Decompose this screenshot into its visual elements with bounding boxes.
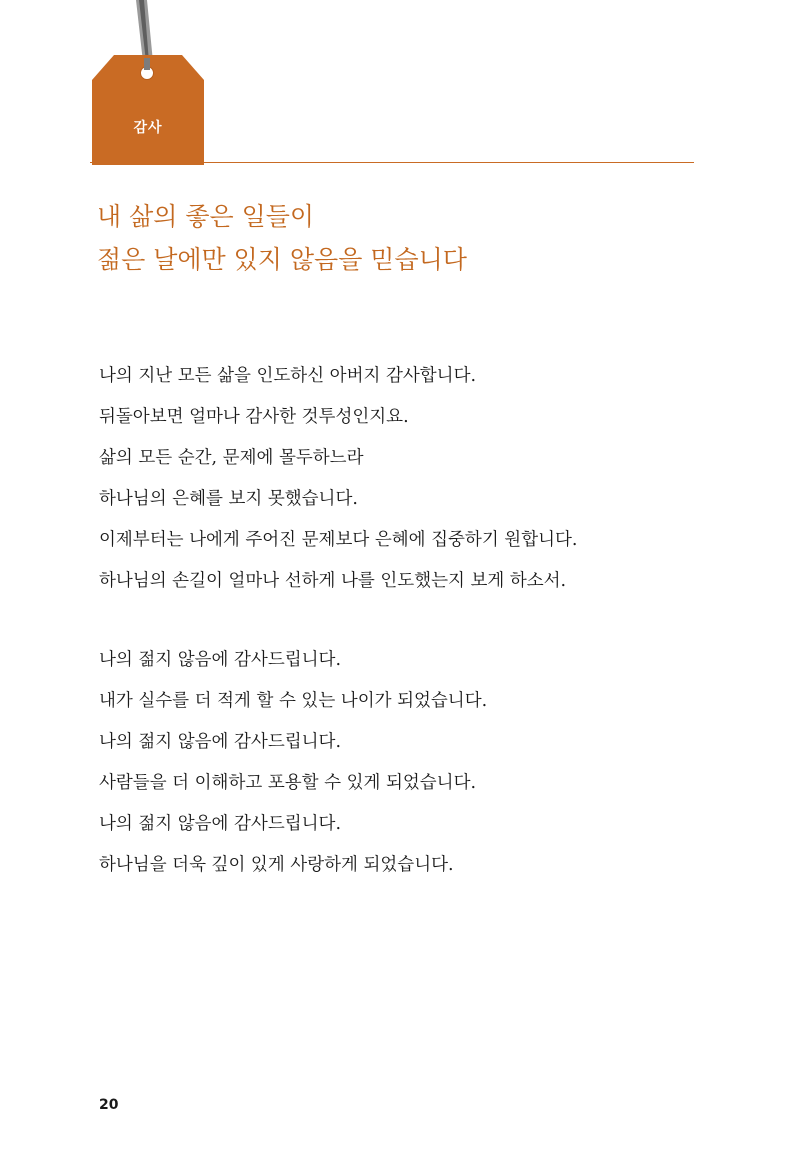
page-number: 20	[99, 1097, 119, 1113]
page-heading	[97, 195, 697, 281]
poem-line: 나의 젊지 않음에 감사드립니다.	[99, 814, 342, 834]
stanza	[99, 356, 719, 602]
poem-line: 하나님을 더욱 깊이 있게 사랑하게 되었습니다.	[99, 855, 454, 875]
header-rule	[90, 162, 694, 163]
tag-icon	[90, 0, 206, 165]
poem-line: 뒤돌아보면 얼마나 감사한 것투성인지요.	[99, 407, 409, 427]
stanza	[99, 640, 719, 886]
heading-line: 내 삶의 좋은 일들이	[97, 202, 315, 231]
poem-line: 삶의 모든 순간, 문제에 몰두하느라	[99, 448, 364, 468]
poem-line: 사람들을 더 이해하고 포용할 수 있게 되었습니다.	[99, 773, 477, 793]
poem-line: 하나님의 은혜를 보지 못했습니다.	[99, 489, 358, 509]
poem-line: 나의 젊지 않음에 감사드립니다.	[99, 650, 342, 670]
tag-label: 감사	[133, 120, 163, 136]
poem-line: 내가 실수를 더 적게 할 수 있는 나이가 되었습니다.	[99, 691, 488, 711]
tag-decoration	[90, 0, 206, 165]
poem-body	[99, 356, 719, 886]
poem-line: 이제부터는 나에게 주어진 문제보다 은혜에 집중하기 원합니다.	[99, 530, 578, 550]
poem-line: 나의 젊지 않음에 감사드립니다.	[99, 732, 342, 752]
heading-line: 젊은 날에만 있지 않음을 믿습니다	[97, 245, 467, 274]
poem-line: 나의 지난 모든 삶을 인도하신 아버지 감사합니다.	[99, 366, 477, 386]
poem-line: 하나님의 손길이 얼마나 선하게 나를 인도했는지 보게 하소서.	[99, 571, 567, 591]
